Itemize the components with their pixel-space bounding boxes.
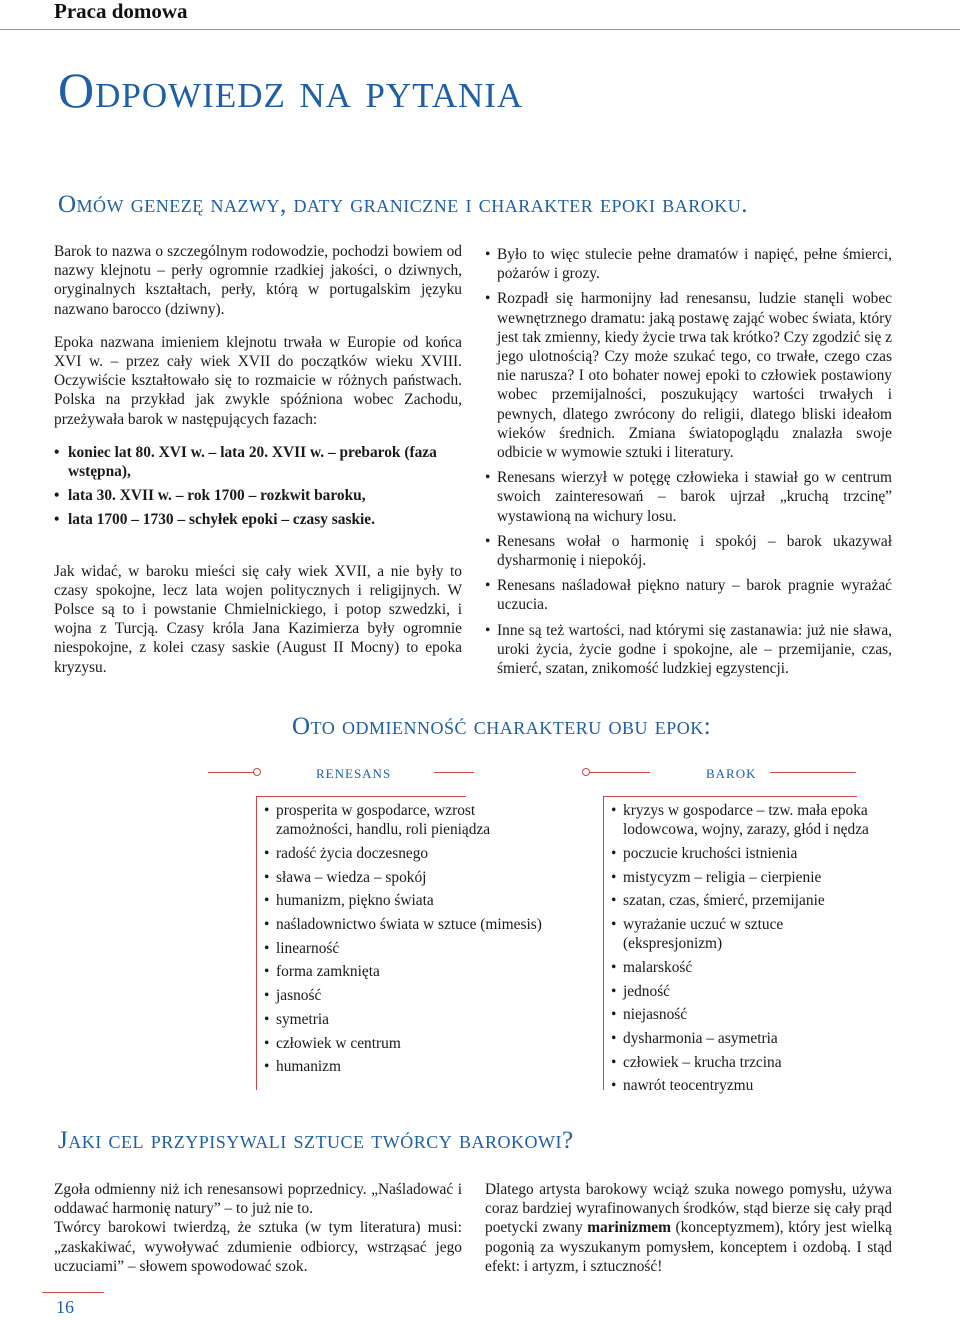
list-item: • człowiek w centrum <box>264 1034 546 1053</box>
connector-line <box>603 796 857 797</box>
list-item: • Renesans naśladował piękno natury – barok pragnie wyrażać uczucia. <box>485 576 892 614</box>
barok-list <box>611 801 879 1100</box>
section1-left-column <box>54 242 462 677</box>
barok-label: barok <box>706 762 757 782</box>
paragraph-dates: Epoka nazwana imieniem klejnotu trwała w Europie od końca XVI w. – przez cały wiek XVII do początków wieku XVIII. Oczywiście kształtowało się to rozmaicie w różnych państwach. Polska na przykład jak zwykle spóźniona wobec Zachodu, przeżywała barok w następujących fazach: <box>54 333 462 428</box>
list-item: • Było to więc stulecie pełne dramatów i napięć, pełne śmierci, pożarów i grozy. <box>485 245 892 283</box>
list-item: • koniec lat 80. XVI w. – lata 20. XVII w. – prebarok (faza wstępna), <box>54 443 462 481</box>
list-item: • niejasność <box>611 1005 879 1024</box>
list-item: • lata 1700 – 1730 – schyłek epoki – czasy saskie. <box>54 510 462 529</box>
renesans-list <box>264 801 546 1081</box>
renesans-label: renesans <box>316 762 392 782</box>
question-heading-1: Omów genezę nazwy, daty graniczne i charakter epoki baroku. <box>58 191 749 218</box>
top-divider <box>0 29 960 30</box>
connector-line <box>434 772 474 773</box>
list-item: • wyrażanie uczuć w sztuce (ekspresjonizm) <box>611 915 879 953</box>
section1-right-column <box>485 245 892 684</box>
page-title: Odpowiedz na pytania <box>58 62 524 118</box>
list-item: • humanizm, piękno świata <box>264 891 546 910</box>
list-item: • lata 30. XVII w. – rok 1700 – rozkwit baroku, <box>54 486 462 505</box>
list-item: • mistycyzm – religia – cierpienie <box>611 868 879 887</box>
phases-list <box>54 443 462 530</box>
connector-dot <box>253 768 261 776</box>
list-item: • Inne są też wartości, nad którymi się zastanawia: już nie sława, uroki życia, życie godne i spokojne, ale – przemijanie, czas, śmierć, szatan, znikomość ludzkiej egzystencji. <box>485 621 892 679</box>
page-number: 16 <box>56 1297 74 1317</box>
paragraph-context: Jak widać, w baroku mieści się cały wiek XVII, a nie były to czasy spokojne, lecz lata wojen politycznych i religijnych. W Polsce są to i powstanie Chmielnickiego, i potop szwedzki, i wojna z Turcją. Czasy króla Jana Kazimierza były ogromnie niespokojne, z kolei czasy saskie (August II Mocny) to epoka kryzysu. <box>54 562 462 676</box>
list-item: • forma zamknięta <box>264 962 546 981</box>
comparison-heading: Oto odmienność charakteru obu epok: <box>292 713 712 740</box>
footer-rule <box>42 1292 104 1293</box>
list-item: • dysharmonia – asymetria <box>611 1029 879 1048</box>
connector-line <box>586 772 650 773</box>
list-item: • nawrót teocentryzmu <box>611 1076 879 1095</box>
paragraph-renaissance-contrast: Zgoła odmienny niż ich renesansowi poprzednicy. „Naśladować i oddawać harmonię natury” – to już nie to. <box>54 1181 462 1218</box>
list-item: • Renesans wołał o harmonię i spokój – barok ukazywał dysharmonię i niepokój. <box>485 532 892 570</box>
list-item: • jedność <box>611 982 879 1001</box>
list-item: • poczucie kruchości istnienia <box>611 844 879 863</box>
connector-line <box>770 772 856 773</box>
paragraph-marinism: Dlatego artysta barokowy wciąż szuka nowego pomysłu, używa coraz bardziej wyrafinowanych środków, stąd bierze się cały prąd poetycki zwany marinizmem (konceptyzmem), który jest wielką pogonią za wyszukanym pomysłem, konceptem i ozdobą. I stąd efekt: i artyzm, i sztuczność! <box>485 1181 892 1275</box>
list-item: • linearność <box>264 939 546 958</box>
list-item: • Renesans wierzył w potęgę człowieka i stawiał go w centrum swoich zainteresowań – barok ujrzał „kruchą trzcinę” wystawioną na wichury losu. <box>485 468 892 526</box>
question-heading-2: Jaki cel przypisywali sztuce twórcy barokowi? <box>58 1127 574 1154</box>
list-item: • Rozpadł się harmonijny ład renesansu, ludzie stanęli wobec wewnętrznego dramatu: jaką postawę zająć wobec świata, który jest tak zmienny, kiedy życie trwa tak krótko? Czy zgodzić się z jego ulotnością? Czy może szukać tego, co trwałe, czego czas nie narusza? I oto bohater nowej epoki to człowiek postawiony wobec przemijalności, poszukujący wartości trwałych i pewnych, dlatego zwrócony do religii, dlatego bliski ideałom wieków średnich. Zmiana światopoglądu znalazła swoje odbicie w wymowie sztuki i literatury. <box>485 289 892 462</box>
list-item: • naśladownictwo świata w sztuce (mimesis) <box>264 915 546 934</box>
term-marinizm: marinizmem <box>587 1219 671 1237</box>
connector-dot <box>582 768 590 776</box>
section-label: Praca domowa <box>54 0 188 23</box>
list-item: • prosperita w gospodarce, wzrost zamożności, handlu, roli pieniądza <box>264 801 546 839</box>
connector-line <box>256 796 257 1090</box>
list-item: • symetria <box>264 1010 546 1029</box>
paragraph-etymology: Barok to nazwa o szczególnym rodowodzie, pochodzi bowiem od nazwy klejnotu – perły ogromnie rzadkiej jakości, o dziwnych, oryginalnych kształtach, perły, którą w portugalskim języku nazwano barocco (dziwny). <box>54 243 462 318</box>
list-item: • człowiek – krucha trzcina <box>611 1053 879 1072</box>
list-item: • sława – wiedza – spokój <box>264 868 546 887</box>
connector-line <box>603 796 604 1090</box>
list-item: • radość życia doczesnego <box>264 844 546 863</box>
connector-line <box>256 796 466 797</box>
paragraph-art-goal: Twórcy barokowi twierdzą, że sztuka (w tym literatura) musi: „zaskakiwać, wywoływać zdumienie odbiorcy, wstrząsać jego uczuciami” – słowem spowodować szok. <box>54 1219 462 1275</box>
list-item: • humanizm <box>264 1057 546 1076</box>
character-list <box>485 245 892 678</box>
list-item: • jasność <box>264 986 546 1005</box>
section2-right-column <box>485 1180 892 1276</box>
list-item: • szatan, czas, śmierć, przemijanie <box>611 891 879 910</box>
list-item: • kryzys w gospodarce – tzw. mała epoka lodowcowa, wojny, zarazy, głód i nędza <box>611 801 879 839</box>
list-item: • malarskość <box>611 958 879 977</box>
section2-left-column <box>54 1180 462 1276</box>
